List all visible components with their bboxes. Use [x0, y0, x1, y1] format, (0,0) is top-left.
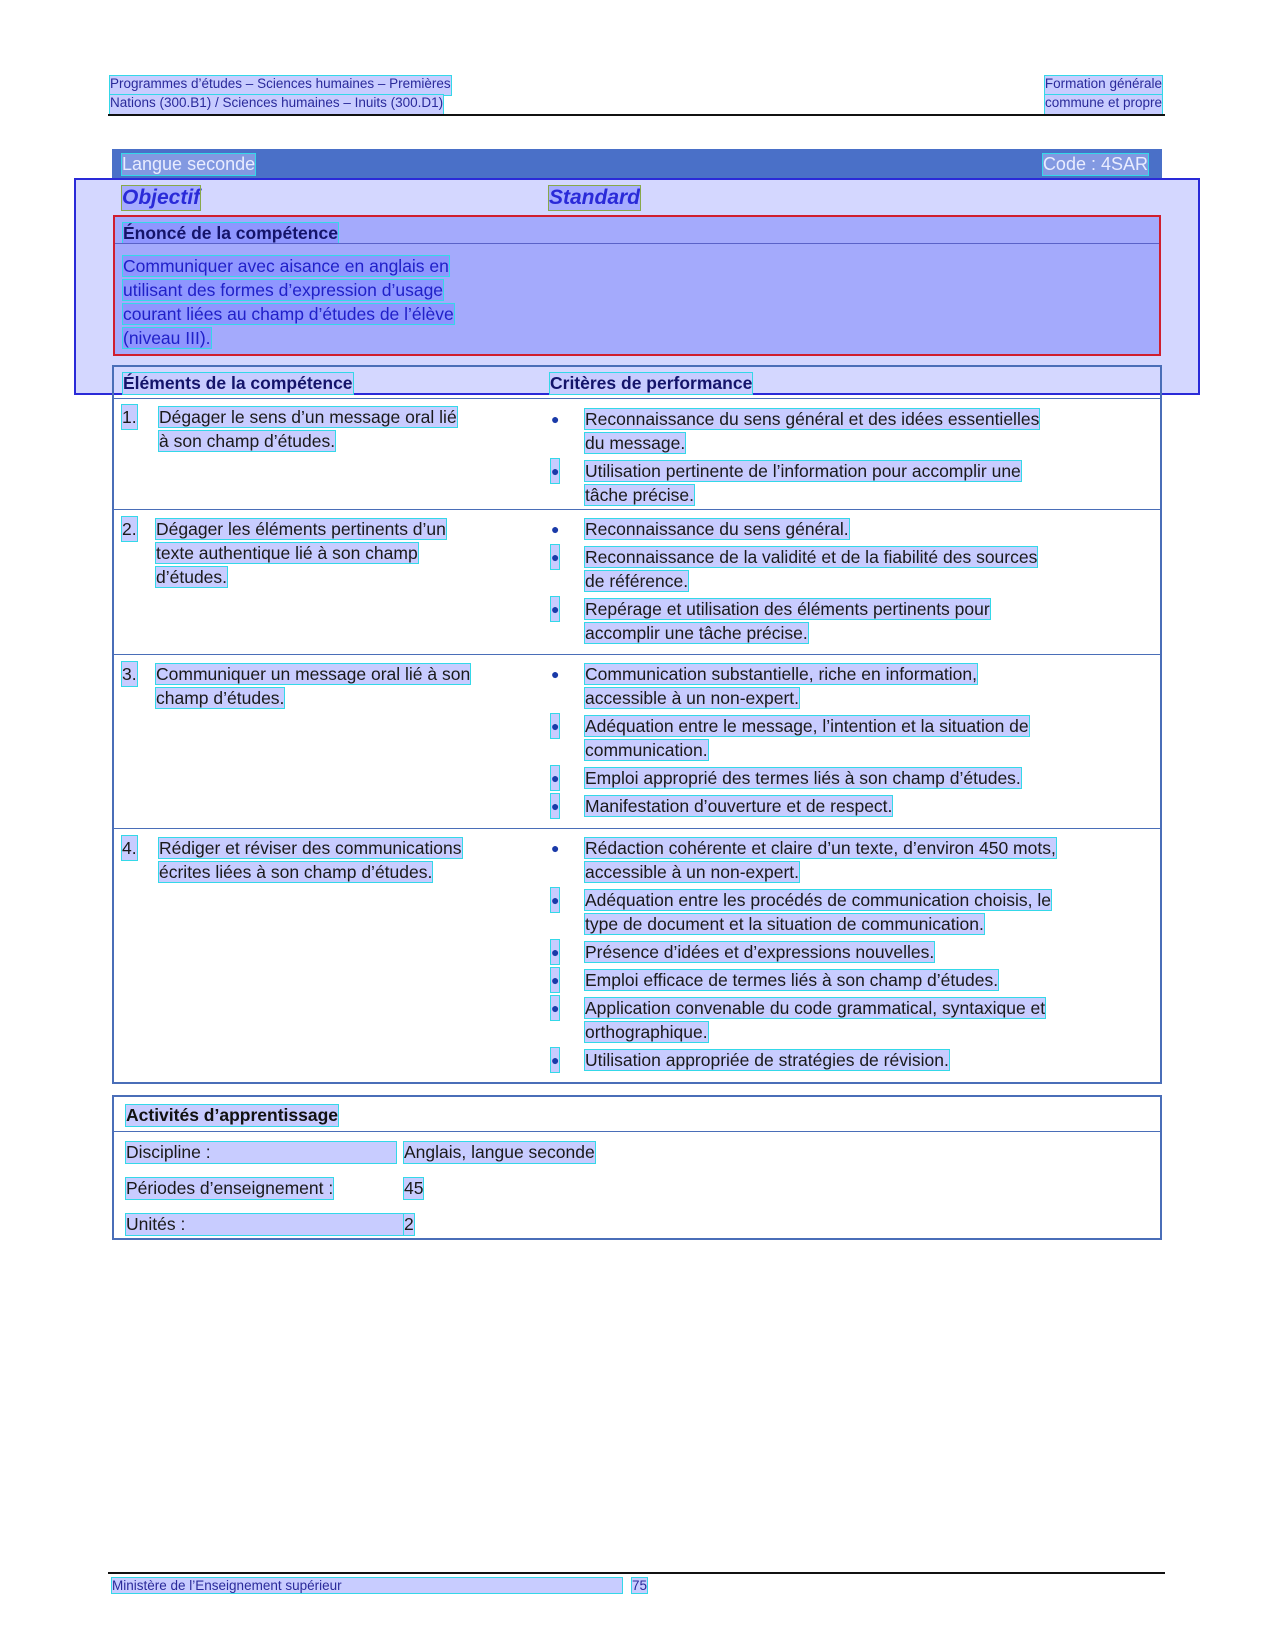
course-band [112, 149, 1162, 179]
discipline-value: Anglais, langue seconde [404, 1142, 595, 1162]
criterion: ● Reconnaissance du sens général et des idées essentielles du message. [551, 409, 1040, 453]
element-number: 3. [122, 664, 137, 684]
unites-value: 2 [404, 1214, 414, 1234]
bullet-icon: ● [551, 521, 560, 537]
unites-label: Unités : [126, 1214, 411, 1235]
bullet-icon: ● [551, 597, 559, 621]
header-right-line-1: Formation générale [1045, 76, 1162, 95]
footer-rule [108, 1572, 1165, 1574]
header-rule [108, 114, 1165, 116]
criterion: ● Application convenable du code grammatical, syntaxique et orthographique. [551, 998, 1046, 1042]
element-cell: 4. Rédiger et réviser des communications écrites liées à son champ d’études. [122, 838, 462, 882]
course-title: Langue seconde [122, 153, 256, 174]
element-number: 4. [122, 838, 137, 858]
standard-label: Standard [549, 186, 641, 209]
element-number: 1. [122, 407, 137, 427]
element-cell [122, 405, 522, 453]
course-code: Code : 4SAR [1042, 153, 1148, 174]
criteria-cell [549, 662, 1149, 818]
periodes-label: Périodes d’enseignement : [126, 1178, 334, 1198]
bullet-icon: ● [551, 459, 559, 483]
table-header [114, 367, 1160, 399]
enonce-line: utilisant des formes d’expression d’usage [123, 280, 444, 300]
criterion: ● Emploi approprié des termes liés à son champ d’études. [551, 768, 1021, 788]
page-number: 75 [632, 1578, 648, 1593]
criterion: ● Rédaction cohérente et claire d’un texte, d’environ 450 mots, accessible à un non-expert. [551, 838, 1056, 882]
criterion: ● Utilisation pertinente de l’information pour accomplir une tâche précise. [551, 461, 1021, 505]
bullet-icon: ● [551, 411, 560, 427]
criteria-cell [549, 407, 1149, 507]
criterion: ● Adéquation entre le message, l’intention et la situation de communication. [551, 716, 1029, 760]
activities-table [112, 1095, 1162, 1240]
periodes-value: 45 [404, 1178, 424, 1198]
table-row [114, 398, 1160, 510]
criterion: ● Reconnaissance du sens général. [551, 519, 849, 539]
header-left-line-1: Programmes d’études – Sciences humaines – Premières [110, 76, 451, 95]
criterion: ● Reconnaissance de la validité et de la fiabilité des sources de référence. [551, 547, 1038, 591]
table-row [114, 829, 1160, 1082]
bullet-icon: ● [551, 545, 559, 569]
footer-ministry: Ministère de l’Enseignement supérieur [112, 1578, 622, 1593]
bullet-icon: ● [551, 996, 559, 1020]
enonce-divider [115, 243, 1159, 244]
enonce-line: courant liées au champ d’études de l’élève [123, 304, 454, 324]
activities-heading: Activités d’apprentissage [126, 1105, 339, 1125]
header-right-line-2: commune et propre [1045, 95, 1162, 114]
header-left-line-2: Nations (300.B1) / Sciences humaines – Inuits (300.D1) [110, 95, 443, 114]
bullet-icon: ● [551, 888, 559, 912]
table-row [114, 510, 1160, 655]
criteria-cell [549, 836, 1149, 1072]
enonce-heading: Énoncé de la compétence [123, 223, 338, 243]
enonce-text [123, 254, 503, 350]
element-line: Dégager le sens d’un message oral lié [159, 407, 457, 427]
criterion: ● Manifestation d’ouverture et de respect. [551, 796, 893, 816]
element-cell: 2. Dégager les éléments pertinents d’un texte authentique lié à son champ d’études. [122, 519, 446, 587]
bullet-icon: ● [551, 666, 560, 682]
bullet-icon: ● [551, 794, 559, 818]
enonce-line: (niveau III). [123, 328, 211, 348]
criterion: ● Emploi efficace de termes liés à son champ d’études. [551, 970, 999, 990]
bullet-icon: ● [551, 840, 560, 856]
criterion: ● Utilisation appropriée de stratégies de révision. [551, 1050, 949, 1070]
competence-table [112, 365, 1162, 1084]
table-row [114, 655, 1160, 829]
element-line: à son champ d’études. [159, 431, 336, 451]
running-header [110, 76, 1162, 114]
element-number: 2. [122, 519, 137, 539]
criteria-cell [549, 517, 1149, 645]
col-criteres-header: Critères de performance [550, 373, 753, 393]
enonce-line: Communiquer avec aisance en anglais en [123, 256, 449, 276]
enonce-box[interactable] [113, 215, 1161, 356]
discipline-label: Discipline : [126, 1142, 396, 1163]
bullet-icon: ● [551, 940, 559, 964]
activities-header [114, 1097, 1160, 1132]
col-elements-header: Éléments de la compétence [123, 373, 353, 393]
bullet-icon: ● [551, 766, 559, 790]
criterion: ● Adéquation entre les procédés de communication choisis, le type de document et la situation de communication. [551, 890, 1051, 934]
criterion: ● Repérage et utilisation des éléments pertinents pour accomplir une tâche précise. [551, 599, 990, 643]
bullet-icon: ● [551, 968, 559, 992]
bullet-icon: ● [551, 714, 559, 738]
bullet-icon: ● [551, 1048, 559, 1072]
objectif-label: Objectif [122, 186, 201, 209]
criterion: ● Communication substantielle, riche en information, accessible à un non-expert. [551, 664, 977, 708]
criterion: ● Présence d’idées et d’expressions nouvelles. [551, 942, 935, 962]
element-cell: 3. Communiquer un message oral lié à son champ d’études. [122, 664, 471, 708]
